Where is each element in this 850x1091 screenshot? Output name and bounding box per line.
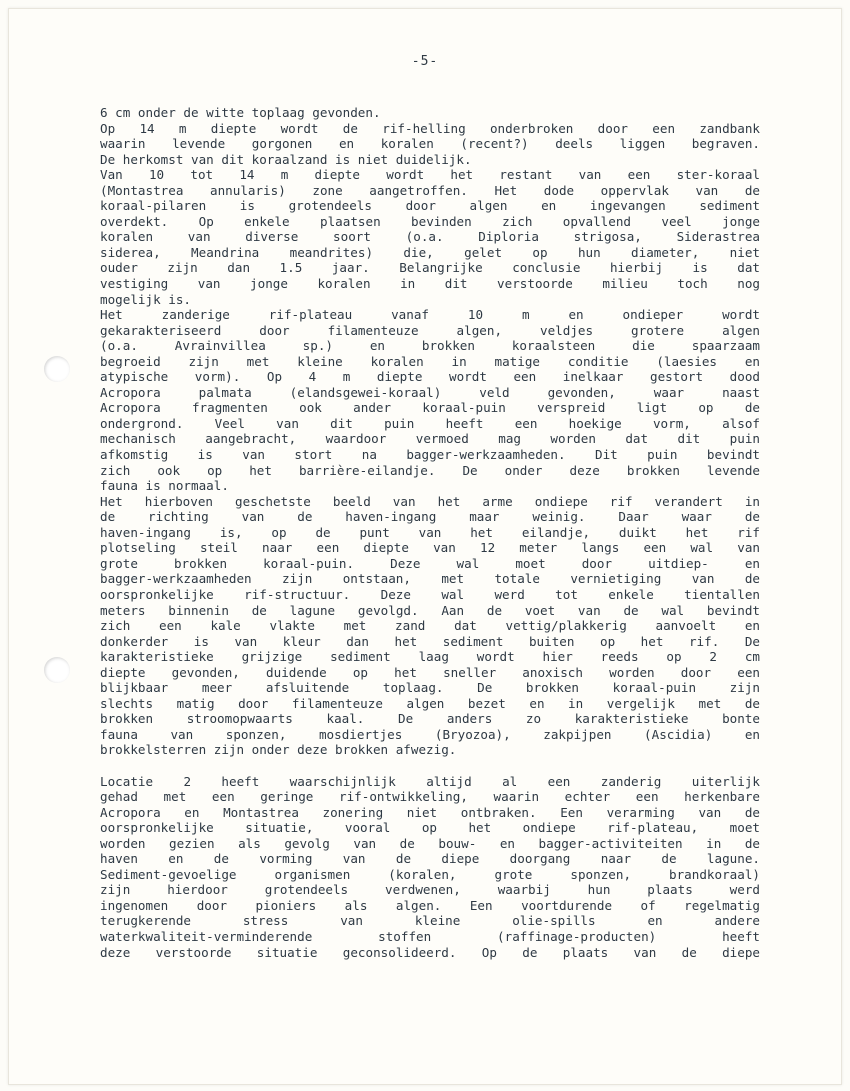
text-line: (Montastrea annularis) zone aangetroffen. Het dode oppervlak van de <box>100 182 760 198</box>
text-line: vestiging van jonge koralen in dit verstoorde milieu toch nog <box>100 276 760 292</box>
text-line: Acropora fragmenten ook ander koraal-puin verspreid ligt op de <box>100 400 760 416</box>
text-line: plotseling steil naar een diepte van 12 meter langs een wal van <box>100 540 760 556</box>
text-line: koralen van diverse soort (o.a. Diploria strigosa, Siderastrea <box>100 229 760 245</box>
text-line: fauna van sponzen, mosdiertjes (Bryozoa), zakpijpen (Ascidia) en <box>100 726 760 742</box>
text-line: (o.a. Avrainvillea sp.) en brokken koraalsteen die spaarzaam <box>100 338 760 354</box>
text-line: Acropora en Montastrea zonering niet ontbraken. Een verarming van de <box>100 804 760 820</box>
text-line: ingenomen door pioniers als algen. Een voortdurende of regelmatig <box>100 897 760 913</box>
text-line: meters binnenin de lagune gevolgd. Aan de voet van de wal bevindt <box>100 602 760 618</box>
text-line: Op 14 m diepte wordt de rif-helling onderbroken door een zandbank <box>100 120 760 136</box>
text-line: mogelijk is. <box>100 291 191 307</box>
punch-hole-lower <box>44 657 70 683</box>
text-line: slechts matig door filamenteuze algen bezet en in vergelijk met de <box>100 695 760 711</box>
body-text <box>100 105 760 960</box>
text-line: ondergrond. Veel van dit puin heeft een hoekige vorm, alsof <box>100 415 760 431</box>
paragraph <box>100 494 760 758</box>
text-line: Van 10 tot 14 m diepte wordt het restant van een ster-koraal <box>100 167 760 183</box>
text-line: 6 cm onder de witte toplaag gevonden. <box>100 105 381 120</box>
text-line: haven en de vorming van de diepe doorgang naar de lagune. <box>100 851 760 867</box>
page-number: -5- <box>411 54 439 69</box>
text-line: begroeid zijn met kleine koralen in matige conditie (laesies en <box>100 353 760 369</box>
text-line: Locatie 2 heeft waarschijnlijk altijd al een zanderig uiterlijk <box>100 773 760 789</box>
text-line: brokkelsterren zijn onder deze brokken afwezig. <box>100 742 457 758</box>
text-line: diepte gevonden, duidende op het sneller anoxisch worden door een <box>100 664 760 680</box>
text-line: oorspronkelijke rif-structuur. Deze wal werd tot enkele tientallen <box>100 586 760 602</box>
text-line: blijkbaar meer afsluitende toplaag. De brokken koraal-puin zijn <box>100 680 760 696</box>
text-line: fauna is normaal. <box>100 478 229 494</box>
text-line: waterkwaliteit-verminderende stoffen (raffinage-producten) heeft <box>100 928 760 944</box>
text-line: afkomstig is van stort na bagger-werkzaamheden. Dit puin bevindt <box>100 447 760 463</box>
text-line: waarin levende gorgonen en koralen (recent?) deels liggen begraven. <box>100 136 760 152</box>
text-line: deze verstoorde situatie geconsolideerd. Op de plaats van de diepe <box>100 944 760 960</box>
punch-hole-upper <box>44 356 70 382</box>
text-line: donkerder is van kleur dan het sediment buiten op het rif. De <box>100 633 760 649</box>
text-line: De herkomst van dit koraalzand is niet duidelijk. <box>100 151 472 167</box>
text-line: worden gezien als gevolg van de bouw- en bagger-activiteiten in de <box>100 835 760 851</box>
text-line: zich ook op het barrière-eilandje. De onder deze brokken levende <box>100 462 760 478</box>
text-line: grote brokken koraal-puin. Deze wal moet door uitdiep- en <box>100 555 760 571</box>
text-line: haven-ingang is, op de punt van het eilandje, duikt het rif <box>100 524 760 540</box>
text-line: bagger-werkzaamheden zijn ontstaan, met totale vernietiging van de <box>100 571 760 587</box>
paragraph <box>100 105 760 167</box>
text-line: siderea, Meandrina meandrites) die, gelet op hun diameter, niet <box>100 244 760 260</box>
text-line: atypische vorm). Op 4 m diepte wordt een inelkaar gestort dood <box>100 369 760 385</box>
paragraph-spacer <box>100 758 760 774</box>
text-line: Het hierboven geschetste beeld van het arme ondiepe rif verandert in <box>100 493 760 509</box>
text-line: ouder zijn dan 1.5 jaar. Belangrijke conclusie hierbij is dat <box>100 260 760 276</box>
text-line: Sediment-gevoelige organismen (koralen, grote sponzen, brandkoraal) <box>100 866 760 882</box>
text-line: terugkerende stress van kleine olie-spills en andere <box>100 913 760 929</box>
paragraph <box>100 167 760 307</box>
text-line: oorspronkelijke situatie, vooral op het ondiepe rif-plateau, moet <box>100 820 760 836</box>
paragraph <box>100 774 760 961</box>
text-line: de richting van de haven-ingang maar weinig. Daar waar de <box>100 509 760 525</box>
text-line: karakteristieke grijzige sediment laag wordt hier reeds op 2 cm <box>100 649 760 665</box>
text-line: brokken stroomopwaarts kaal. De anders zo karakteristieke bonte <box>100 711 760 727</box>
paragraph <box>100 307 760 494</box>
text-line: mechanisch aangebracht, waardoor vermoed mag worden dat dit puin <box>100 431 760 447</box>
text-line: gehad met een geringe rif-ontwikkeling, waarin echter een herkenbare <box>100 789 760 805</box>
text-line: overdekt. Op enkele plaatsen bevinden zich opvallend veel jonge <box>100 213 760 229</box>
text-line: koraal-pilaren is grotendeels door algen en ingevangen sediment <box>100 198 760 214</box>
text-line: Het zanderige rif-plateau vanaf 10 m en ondieper wordt <box>100 307 760 323</box>
text-line: gekarakteriseerd door filamenteuze algen, veldjes grotere algen <box>100 322 760 338</box>
text-line: zich een kale vlakte met zand dat vettig/plakkerig aanvoelt en <box>100 618 760 634</box>
text-line: Acropora palmata (elandsgewei-koraal) veld gevonden, waar naast <box>100 384 760 400</box>
text-line: zijn hierdoor grotendeels verdwenen, waarbij hun plaats werd <box>100 882 760 898</box>
